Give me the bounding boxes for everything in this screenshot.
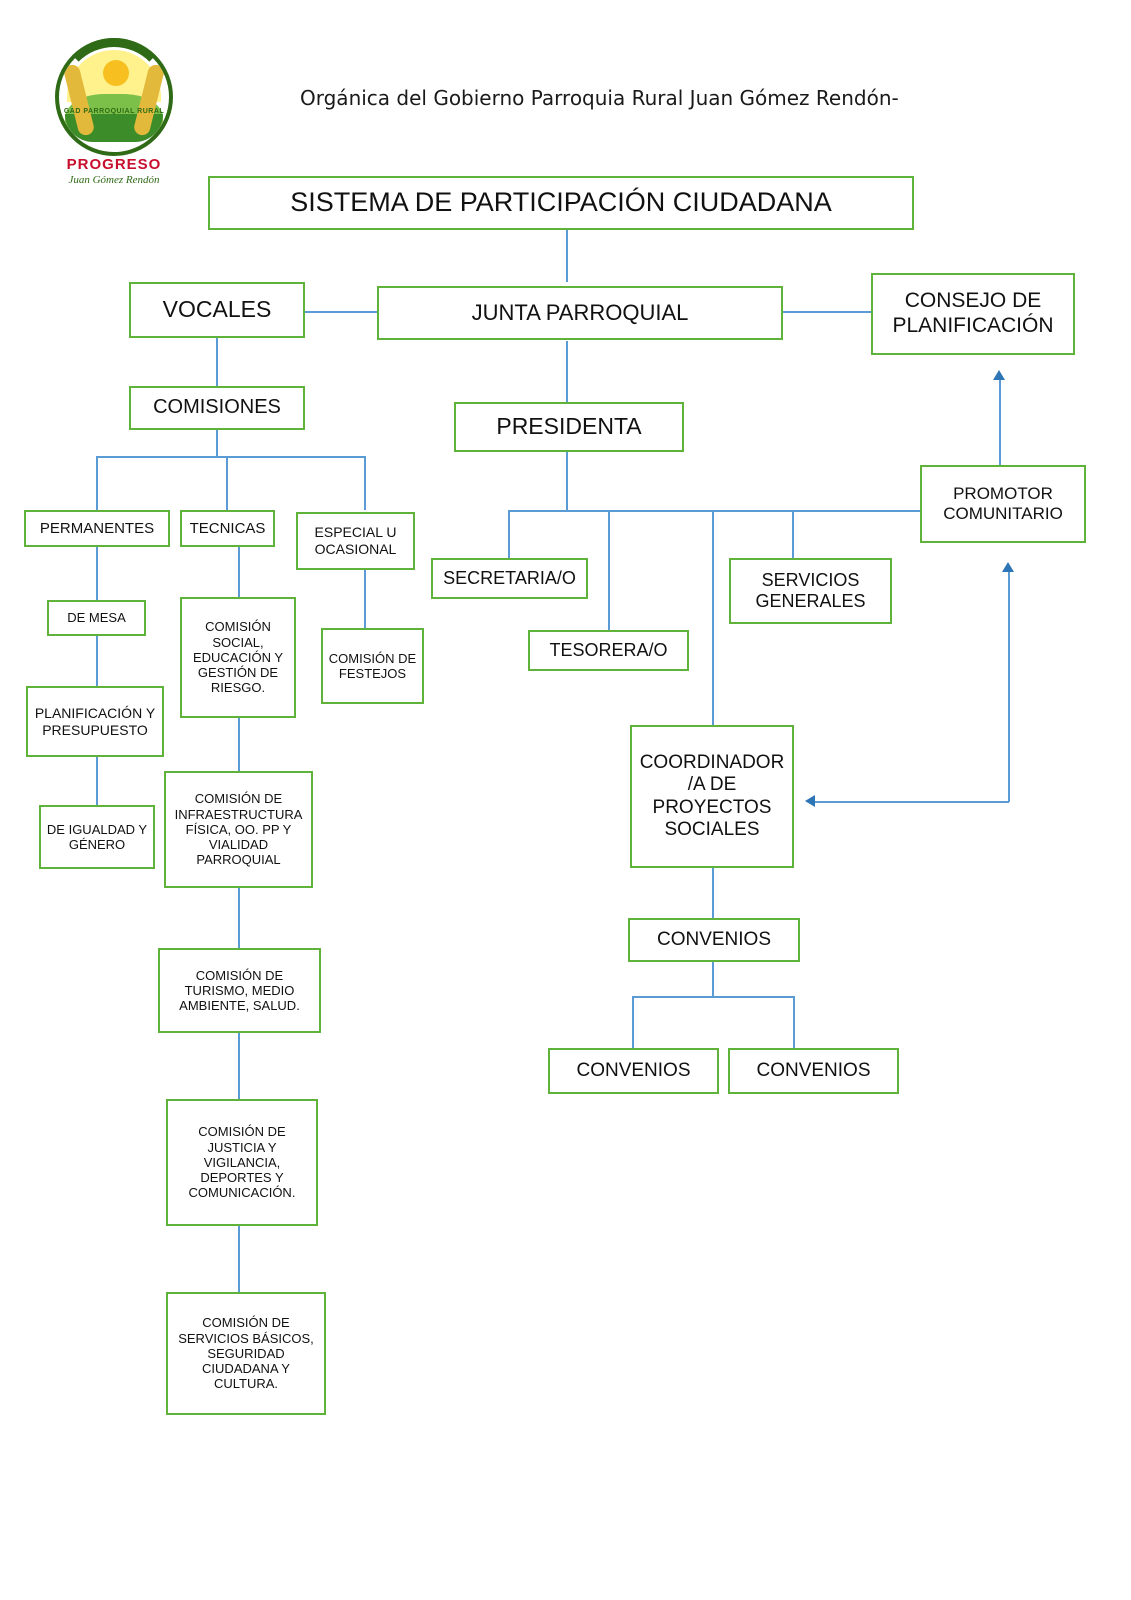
node-servicios-generales[interactable]: SERVICIOS GENERALES: [729, 558, 892, 624]
node-convenios-right[interactable]: CONVENIOS: [728, 1048, 899, 1094]
node-convenios-left[interactable]: CONVENIOS: [548, 1048, 719, 1094]
node-planificacion-presupuesto[interactable]: PLANIFICACIÓN Y PRESUPUESTO: [26, 686, 164, 757]
connector-convenios-right: [793, 996, 795, 1048]
node-promotor-comunitario[interactable]: PROMOTOR COMUNITARIO: [920, 465, 1086, 543]
connector-sistema-junta: [566, 230, 568, 282]
page-title: Orgánica del Gobierno Parroquia Rural Juan Gómez Rendón-: [300, 86, 899, 110]
logo-subtitle: Juan Gómez Rendón: [68, 174, 160, 186]
connector-comisiones-especial: [364, 456, 366, 510]
node-especial-ocasional[interactable]: ESPECIAL U OCASIONAL: [296, 512, 415, 570]
connector-presidenta-tesorera: [608, 510, 610, 630]
connector-especial-festejos: [364, 570, 366, 628]
node-comision-turismo[interactable]: COMISIÓN DE TURISMO, MEDIO AMBIENTE, SALUD.: [158, 948, 321, 1033]
node-comision-festejos[interactable]: COMISIÓN DE FESTEJOS: [321, 628, 424, 704]
node-comision-justicia[interactable]: COMISIÓN DE JUSTICIA Y VIGILANCIA, DEPORTES Y COMUNICACIÓN.: [166, 1099, 318, 1226]
connector-comjusticia-comservicios: [238, 1226, 240, 1292]
node-secretaria[interactable]: SECRETARIA/O: [431, 558, 588, 599]
node-presidenta[interactable]: PRESIDENTA: [454, 402, 684, 452]
logo-wordmark: PROGRESO: [66, 156, 162, 173]
node-de-mesa[interactable]: DE MESA: [47, 600, 146, 636]
connector-presidenta-secretaria: [508, 510, 510, 558]
connector-comisiones-bus: [96, 456, 364, 458]
node-tecnicas[interactable]: TECNICAS: [180, 510, 275, 547]
node-comision-social[interactable]: COMISIÓN SOCIAL, EDUCACIÓN Y GESTIÓN DE RIESGO.: [180, 597, 296, 718]
connector-comisiones-stem: [216, 430, 218, 456]
node-consejo-planificacion[interactable]: CONSEJO DE PLANIFICACIÓN: [871, 273, 1075, 355]
connector-vocales-comisiones: [216, 338, 218, 386]
logo-arc-text: GAD PARROQUIAL RURAL: [63, 108, 165, 115]
connector-presidenta-servicios: [792, 510, 794, 558]
connector-cominfra-comturismo: [238, 888, 240, 948]
node-permanentes[interactable]: PERMANENTES: [24, 510, 170, 547]
connector-coordinador-convenios: [712, 868, 714, 918]
connector-promotor-coordinador-horizontal: [815, 801, 1009, 803]
connector-permanentes-mesa: [96, 547, 98, 600]
node-comision-servicios-basicos[interactable]: COMISIÓN DE SERVICIOS BÁSICOS, SEGURIDAD CIUDADANA Y CULTURA.: [166, 1292, 326, 1415]
node-sistema-participacion[interactable]: SISTEMA DE PARTICIPACIÓN CIUDADANA: [208, 176, 914, 230]
connector-presidenta-promotor: [792, 510, 922, 512]
connector-convenios-stem: [712, 962, 714, 996]
connector-tecnicas-comsocial: [238, 547, 240, 597]
connector-promotor-coordinador-vertical: [1008, 572, 1010, 802]
connector-planificacion-igualdad: [96, 757, 98, 805]
logo-arc: [55, 38, 173, 156]
arrowhead-coordinador: [805, 795, 815, 807]
node-convenios[interactable]: CONVENIOS: [628, 918, 800, 962]
gad-parroquial-logo: [55, 38, 173, 188]
connector-comturismo-comjusticia: [238, 1033, 240, 1099]
node-igualdad-genero[interactable]: DE IGUALDAD Y GÉNERO: [39, 805, 155, 869]
node-vocales[interactable]: VOCALES: [129, 282, 305, 338]
node-coordinador-proyectos[interactable]: COORDINADOR /A DE PROYECTOS SOCIALES: [630, 725, 794, 868]
node-comision-infraestructura[interactable]: COMISIÓN DE INFRAESTRUCTURA FÍSICA, OO. PP Y VIALIDAD PARROQUIAL: [164, 771, 313, 888]
connector-promotor-consejo: [999, 380, 1001, 465]
arrowhead-promotor: [1002, 562, 1014, 572]
connector-convenios-bus: [632, 996, 794, 998]
connector-presidenta-stem: [566, 452, 568, 510]
connector-junta-consejo: [783, 311, 871, 313]
connector-presidenta-bus: [508, 510, 792, 512]
node-tesorera[interactable]: TESORERA/O: [528, 630, 689, 671]
arrowhead-consejo: [993, 370, 1005, 380]
node-junta-parroquial[interactable]: JUNTA PARROQUIAL: [377, 286, 783, 340]
connector-presidenta-coordinador: [712, 510, 714, 725]
connector-junta-vocales: [305, 311, 377, 313]
connector-junta-presidenta: [566, 341, 568, 402]
connector-mesa-planificacion: [96, 636, 98, 686]
connector-comisiones-tecnicas: [226, 456, 228, 510]
connector-comsocial-cominfra: [238, 718, 240, 771]
connector-convenios-left: [632, 996, 634, 1048]
node-comisiones[interactable]: COMISIONES: [129, 386, 305, 430]
connector-comisiones-permanentes: [96, 456, 98, 510]
